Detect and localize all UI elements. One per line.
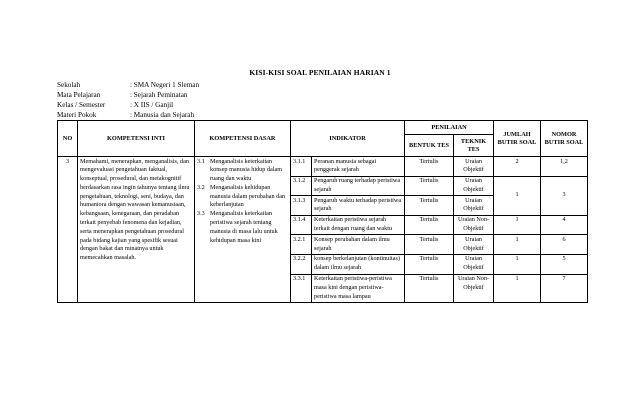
header-indikator: INDIKATOR bbox=[291, 121, 405, 157]
document-meta bbox=[57, 80, 199, 120]
bentuk-tes: Tertulis bbox=[405, 157, 454, 177]
document-title: KISI-KISI SOAL PENILAIAN HARIAN 1 bbox=[249, 68, 391, 77]
meta-label: Sekolah bbox=[57, 81, 81, 89]
kd-number: 3.1 bbox=[197, 157, 205, 165]
indikator-text: konsep berkelanjutan (kontinuitas) dalam ilmu sejarah bbox=[312, 254, 405, 274]
kd-text: Menganalisis keterkaitan konsep manusia hidup dalam ruang dan waktu bbox=[210, 157, 283, 183]
header-kompetensi-inti: KOMPETENSI INTI bbox=[78, 121, 195, 157]
jumlah-butir: 1 bbox=[494, 254, 541, 274]
indikator-code: 3.1.1 bbox=[291, 157, 312, 177]
kd-text: Menganalisis keterkaitan peristiwa sejarah tentang manusia di masa lalu untuk kehidupan masa kini bbox=[210, 210, 278, 244]
indikator-text: Keterkaitan peristiwa sejarah terkait dengan ruang dan waktu bbox=[312, 215, 405, 235]
indikator-code: 3.1.2 bbox=[291, 176, 312, 196]
meta-row-mata-pelajaran bbox=[57, 90, 199, 100]
bentuk-tes: Tertulis bbox=[405, 235, 454, 255]
meta-row-sekolah bbox=[57, 80, 199, 90]
teknik-tes: Uraian Objektif bbox=[454, 157, 494, 177]
teknik-tes: Uraian Non-Objektif bbox=[454, 274, 494, 302]
bentuk-tes: Tertulis bbox=[405, 176, 454, 196]
header-penilaian: PENILAIAN bbox=[405, 121, 494, 135]
kisi-kisi-table bbox=[57, 120, 588, 303]
nomor-butir: 3 bbox=[541, 176, 588, 215]
row-number: 3 bbox=[58, 157, 78, 303]
indikator-code: 3.1.3 bbox=[291, 196, 312, 216]
meta-row-materi bbox=[57, 110, 199, 120]
kd-number: 3.2 bbox=[197, 183, 205, 191]
meta-value: : X IIS / Ganjil bbox=[130, 101, 174, 109]
jumlah-butir: 1 bbox=[494, 215, 541, 235]
teknik-tes: Uraian Objektif bbox=[454, 254, 494, 274]
indikator-text: Keterkaitan peristiwa-peristiwa masa kini dengan peristiwa-peristiwa masa lampau bbox=[312, 274, 405, 302]
jumlah-butir: 2 bbox=[494, 157, 541, 177]
indikator-text: Konsep perubahan dalam ilmu sejarah bbox=[312, 235, 405, 255]
meta-label: Materi Pokok bbox=[57, 111, 97, 119]
kd-number: 3.3 bbox=[197, 210, 205, 218]
meta-row-kelas bbox=[57, 100, 199, 110]
kd-item bbox=[197, 158, 288, 184]
kompetensi-inti-text: Memahami, menerapkan, menganalisis, dan mengevaluasi pengetahuan faktual, konseptual, prosedural, dan metakognitif berdasarkan rasa ingin tahunya tentang ilmu pengetahuan, teknologi, seni, budaya, dan humaniora dengan wawasan kemanusiaan, kebangsaan, kenegaraan, dan peradaban terkait penyebab fenomena dan kejadian, serta menerapkan pengetahuan prosedural pada bidang kajian yang spesifik sesuai dengan bakat dan minatnya untuk memecahkan masalah. bbox=[78, 157, 195, 303]
indikator-code: 3.3.1 bbox=[291, 274, 312, 302]
nomor-butir: 7 bbox=[541, 274, 588, 302]
indikator-code: 3.2.2 bbox=[291, 254, 312, 274]
nomor-butir: 1,2 bbox=[541, 157, 588, 177]
bentuk-tes: Tertulis bbox=[405, 254, 454, 274]
bentuk-tes: Tertulis bbox=[405, 215, 454, 235]
header-bentuk-tes: BENTUK TES bbox=[405, 135, 454, 157]
header-nomor-butir: NOMOR BUTIR SOAL bbox=[541, 121, 588, 157]
meta-label: Kelas / Semester bbox=[57, 101, 106, 109]
header-jumlah-butir: JUMLAH BUTIR SOAL bbox=[494, 121, 541, 157]
teknik-tes: Uraian Objektif bbox=[454, 196, 494, 216]
jumlah-butir: 1 bbox=[494, 235, 541, 255]
indikator-text: Pengaruh ruang terhadap peristiwa sejarah bbox=[312, 176, 405, 196]
nomor-butir: 4 bbox=[541, 215, 588, 235]
kompetensi-dasar-list bbox=[195, 157, 291, 303]
jumlah-butir: 1 bbox=[494, 274, 541, 302]
teknik-tes: Uraian Objektif bbox=[454, 235, 494, 255]
meta-value: : Manusia dan Sejarah bbox=[130, 111, 195, 119]
kd-item bbox=[197, 184, 288, 210]
table-row bbox=[58, 157, 588, 177]
bentuk-tes: Tertulis bbox=[405, 196, 454, 216]
nomor-butir: 5 bbox=[541, 254, 588, 274]
nomor-butir: 6 bbox=[541, 235, 588, 255]
meta-value: : SMA Negeri 1 Sleman bbox=[130, 81, 200, 89]
jumlah-butir: 1 bbox=[494, 176, 541, 215]
meta-value: : Sejarah Peminatan bbox=[130, 91, 188, 99]
teknik-tes: Uraian Objektif bbox=[454, 176, 494, 196]
teknik-tes: Uraian Non-Objektif bbox=[454, 215, 494, 235]
indikator-code: 3.2.1 bbox=[291, 235, 312, 255]
kd-text: Menganalisis kehidupan manusia dalam perubahan dan keberlanjutan bbox=[210, 183, 286, 209]
bentuk-tes: Tertulis bbox=[405, 274, 454, 302]
header-no: NO bbox=[58, 121, 78, 157]
indikator-text: Peranan manusia sebagai penggerak sejarah bbox=[312, 157, 405, 177]
indikator-code: 3.1.4 bbox=[291, 215, 312, 235]
header-teknik-tes: TEKNIK TES bbox=[454, 135, 494, 157]
meta-label: Mata Pelajaran bbox=[57, 91, 101, 99]
kd-item bbox=[197, 210, 288, 245]
indikator-text: Pengaruh waktu terhadap peristiwa sejarah bbox=[312, 196, 405, 216]
header-kompetensi-dasar: KOMPETENSI DASAR bbox=[195, 121, 291, 157]
